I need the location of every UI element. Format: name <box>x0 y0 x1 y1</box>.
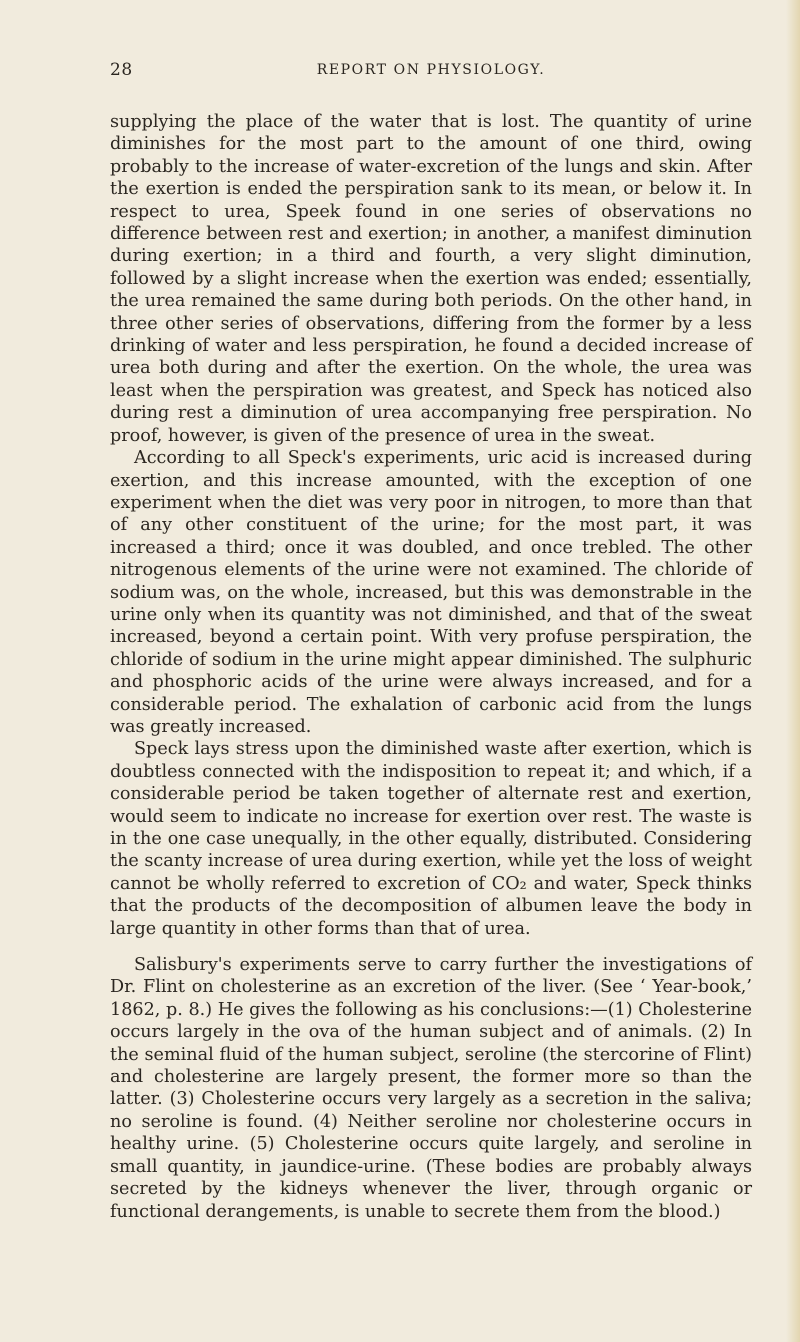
running-head: REPORT ON PHYSIOLOGY. <box>316 62 546 78</box>
body-text <box>110 111 752 1223</box>
paragraph-uric-acid: According to all Speck's experiments, uric acid is increased during exertion, and this increase amounted, with the exception of one experiment when the diet was very poor in nitrogen, to more than that of any other constituent of the urine; for the most part, it was increased a third; once it was doubled, and once trebled. The other nitrogenous elements of the urine were not examined. The chloride of sodium was, on the whole, increased, but this was demonstrable in the urine only when its quantity was not diminished, and that of the sweat increased, beyond a certain point. With very profuse perspiration, the chloride of sodium in the urine might appear diminished. The sulphuric and phosphoric acids of the urine were always increased, and for a considerable period. The exhalation of carbonic acid from the lungs was greatly increased. <box>110 448 752 737</box>
paragraph-waste: Speck lays stress upon the diminished waste after exertion, which is doubtless connected with the indisposition to repeat it; and which, if a considerable period be taken together of alternate rest and exertion, would seem to indicate no increase for exertion over rest. The waste is in the one case unequally, in the other equally, distributed. Considering the scanty increase of urea during exertion, while yet the loss of weight cannot be wholly referred to excretion of CO₂ and water, Speck thinks that the products of the decomposition of albumen leave the body in large quantity in other forms than that of urea. <box>110 739 752 939</box>
page-number: 28 <box>110 60 133 80</box>
page-edge-shadow <box>786 0 800 1342</box>
paragraph-cholesterine: Salisbury's experiments serve to carry further the investigations of Dr. Flint on cholesterine as an excretion of the liver. (See ‘ Year-book,’ 1862, p. 8.) He gives the following as his conclusions:—(1) Cholesterine occurs largely in the ova of the human subject and of animals. (2) In the seminal fluid of the human subject, seroline (the stercorine of Flint) and cholesterine are largely present, the former more so than the latter. (3) Cholesterine occurs very largely as a secretion in the saliva; no seroline is found. (4) Neither seroline nor cholesterine occurs in healthy urine. (5) Cholesterine occurs quite largely, and seroline in small quantity, in jaundice-urine. (These bodies are probably always secreted by the kidneys whenever the liver, through organic or functional derangements, is unable to secrete them from the blood.) <box>110 955 752 1222</box>
page-header <box>110 60 752 86</box>
paragraph-urine-urea: supplying the place of the water that is lost. The quantity of urine diminishes for the most part to the amount of one third, owing probably to the increase of water-excretion of the lungs and skin. After the exertion is ended the perspiration sank to its mean, or below it. In respect to urea, Speek found in one series of observations no difference between rest and exertion; in another, a manifest diminution during exertion; in a third and fourth, a very slight diminution, followed by a slight increase when the exertion was ended; essentially, the urea remained the same during both periods. On the other hand, in three other series of observations, differing from the former by a less drinking of water and less perspiration, he found a decided increase of urea both during and after the exertion. On the whole, the urea was least when the perspiration was greatest, and Speck has noticed also during rest a diminution of urea accompanying free perspiration. No proof, however, is given of the presence of urea in the sweat. <box>110 112 752 446</box>
